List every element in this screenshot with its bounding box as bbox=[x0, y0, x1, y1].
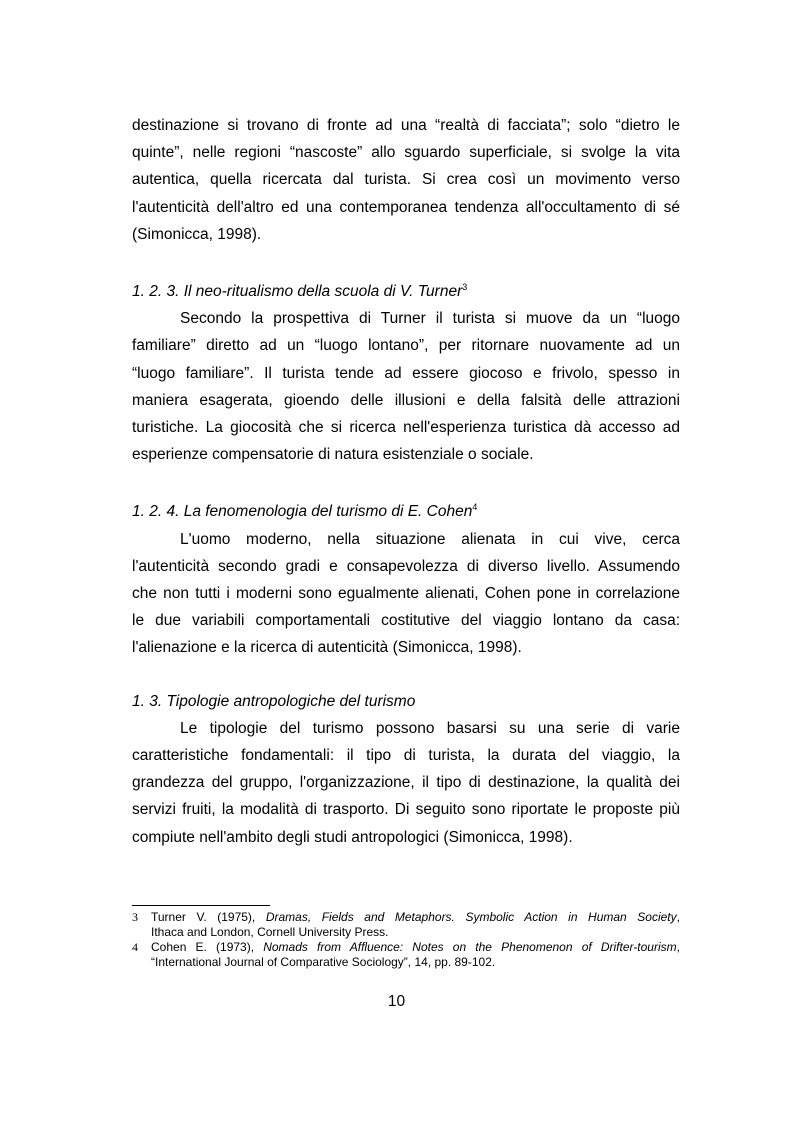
section-heading-turner bbox=[132, 274, 680, 305]
text-line: Secondo la prospettiva di Turner il turista si muove da un “luogo bbox=[180, 310, 680, 328]
text-line: L'uomo moderno, nella situazione alienata in cui vive, cerca bbox=[180, 530, 680, 548]
footnote-punct: , bbox=[676, 940, 680, 954]
footnote-number: 4 bbox=[132, 940, 138, 954]
text-line: grandezza del gruppo, l'organizzazione, il tipo di destinazione, la qualità dei bbox=[132, 774, 680, 792]
text-line: l'autenticità dell'altro ed una contemporanea tendenza all'occultamento di sé bbox=[132, 198, 680, 216]
paragraph-turner bbox=[132, 305, 680, 468]
text-line: turistiche. La giocosità che si ricerca nell'esperienza turistica dà accesso ad bbox=[132, 419, 680, 437]
footnote-line: Ithaca and London, Cornell University Press. bbox=[151, 925, 389, 939]
text-line: le due variabili comportamentali costitutive del viaggio lontano da casa: bbox=[132, 612, 680, 630]
footnote-line: “International Journal of Comparative Sociology”, 14, pp. 89-102. bbox=[151, 955, 496, 969]
heading-text: 1. 2. 3. Il neo-ritualismo della scuola di V. Turner bbox=[132, 283, 463, 301]
paragraph-tipologie bbox=[132, 715, 680, 851]
footnote-author: Cohen E. (1973), bbox=[151, 940, 264, 954]
heading-text: 1. 3. Tipologie antropologiche del turismo bbox=[132, 692, 416, 710]
text-line: l'autenticità secondo gradi e consapevolezza di diverso livello. Assumendo bbox=[132, 557, 680, 575]
footnotes bbox=[132, 910, 680, 970]
text-line: l'alienazione e la ricerca di autenticità (Simonicca, 1998). bbox=[132, 639, 522, 657]
text-line: caratteristiche fondamentali: il tipo di turista, la durata del viaggio, la bbox=[132, 747, 680, 765]
footnote-punct: , bbox=[676, 910, 680, 924]
paragraph-cohen bbox=[132, 526, 680, 662]
text-line: compiute nell'ambito degli studi antropologici (Simonicca, 1998). bbox=[132, 828, 573, 846]
footnote-line bbox=[151, 940, 680, 955]
text-line: (Simonicca, 1998). bbox=[132, 225, 262, 243]
text-line: che non tutti i moderni sono egualmente alienati, Cohen pone in correlazione bbox=[132, 585, 680, 603]
text-line: destinazione si trovano di fronte ad una “realtà di facciata”; solo “dietro le bbox=[132, 117, 680, 134]
text-line: familiare” diretto ad un “luogo lontano”, per ritornare nuovamente ad un bbox=[132, 337, 680, 355]
footnote-title: Dramas, Fields and Metaphors. Symbolic Action in Human Society bbox=[265, 910, 677, 924]
footnote-title: Nomads from Affluence: Notes on the Phenomenon of Drifter-tourism bbox=[263, 940, 677, 954]
paragraph-intro bbox=[132, 112, 680, 248]
section-heading-tipologie bbox=[132, 688, 680, 715]
page-body bbox=[132, 112, 680, 851]
footnote bbox=[132, 940, 680, 970]
footnote-ref[interactable]: 4 bbox=[472, 502, 478, 513]
heading-text: 1. 2. 4. La fenomenologia del turismo di E. Cohen bbox=[132, 503, 473, 521]
text-line: maniera esagerata, gioendo delle illusioni e della falsità delle attrazioni bbox=[132, 391, 680, 409]
text-line: esperienze compensatorie di natura esistenziale o sociale. bbox=[132, 446, 534, 464]
text-line: servizi fruiti, la modalità di trasporto. Di seguito sono riportate le proposte più bbox=[132, 801, 680, 819]
text-line: “luogo familiare”. Il turista tende ad essere giocoso e frivolo, spesso in bbox=[132, 364, 680, 382]
text-line: autentica, quella ricercata dal turista. Si crea così un movimento verso bbox=[132, 171, 680, 189]
footnote bbox=[132, 910, 680, 940]
section-heading-cohen bbox=[132, 494, 680, 525]
footnote-line bbox=[151, 910, 680, 925]
text-line: quinte”, nelle regioni “nascoste” allo sguardo superficiale, si svolge la vita bbox=[132, 144, 680, 162]
text-line: Le tipologie del turismo possono basarsi su una serie di varie bbox=[180, 719, 680, 737]
footnote-ref[interactable]: 3 bbox=[462, 282, 468, 293]
footnote-separator bbox=[132, 905, 270, 906]
footnote-number: 3 bbox=[132, 910, 138, 924]
page-number: 10 bbox=[387, 993, 406, 1010]
footnote-author: Turner V. (1975), bbox=[151, 910, 266, 924]
